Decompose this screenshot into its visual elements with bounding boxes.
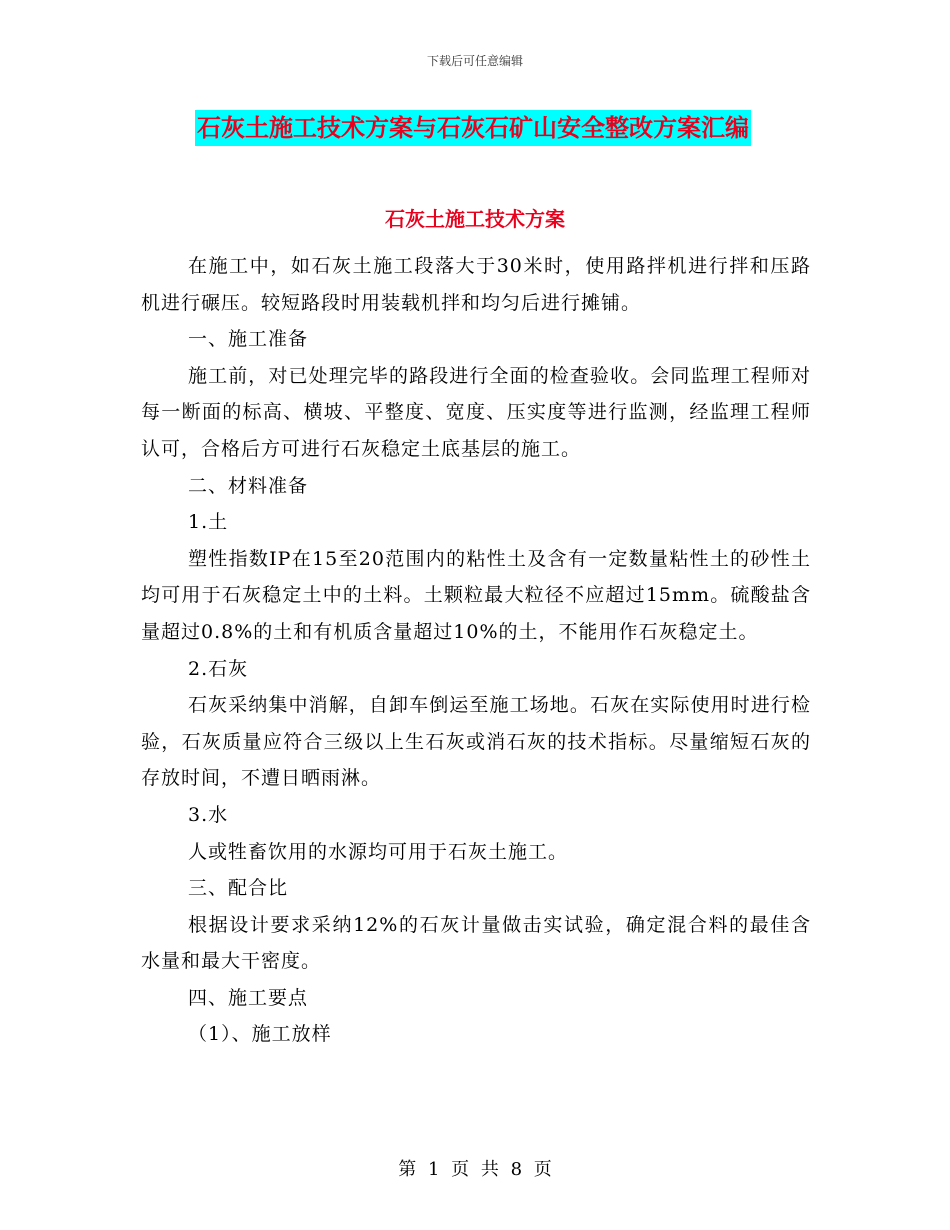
document-body <box>141 248 811 1053</box>
section-title: 石灰土施工技术方案 <box>385 207 565 231</box>
heading-mix-ratio: 三、配合比 <box>188 877 289 900</box>
paragraph-water: 人或牲畜饮用的水源均可用于石灰土施工。 <box>188 840 569 863</box>
heading-material-prep: 二、材料准备 <box>188 474 309 497</box>
paragraph-lime: 石灰采纳集中消解，自卸车倒运至施工场地。石灰在实际使用时进行检验，石灰质量应符合三级以上生石灰或消石灰的技术指标。尽量缩短石灰的存放时间，不遭日晒雨淋。 <box>141 694 811 790</box>
header-note: 下载后可任意编辑 <box>426 54 523 68</box>
document-main-title: 石灰土施工技术方案与石灰石矿山安全整改方案汇编 <box>195 110 751 146</box>
paragraph-intro: 在施工中，如石灰土施工段落大于30米时，使用路拌机进行拌和压路机进行碾压。较短路段时用装载机拌和均匀后进行摊铺。 <box>141 255 811 314</box>
paragraph-mix-ratio: 根据设计要求采纳12%的石灰计量做击实试验，确定混合料的最佳含水量和最大干密度。 <box>141 913 811 973</box>
subheading-water: 3.水 <box>188 803 229 826</box>
page-number: 第 1 页 共 8 页 <box>398 1159 552 1180</box>
paragraph-soil: 塑性指数IP在15至20范围内的粘性土及含有一定数量粘性土的砂性土均可用于石灰稳定土中的土料。土颗粒最大粒径不应超过15mm。硫酸盐含量超过0.8%的土和有机质含量超过10%的土，不能用作石灰稳定土。 <box>141 547 811 643</box>
subheading-soil: 1.土 <box>188 511 229 534</box>
heading-construction-points: 四、施工要点 <box>188 986 309 1009</box>
subheading-setting-out: （1）、施工放样 <box>188 1023 332 1046</box>
subheading-lime: 2.石灰 <box>188 657 249 680</box>
paragraph-construction-prep: 施工前，对已处理完毕的路段进行全面的检查验收。会同监理工程师对每一断面的标高、横坡、平整度、宽度、压实度等进行监测，经监理工程师认可，合格后方可进行石灰稳定土底基层的施工。 <box>141 364 811 460</box>
heading-construction-prep: 一、施工准备 <box>188 328 309 351</box>
